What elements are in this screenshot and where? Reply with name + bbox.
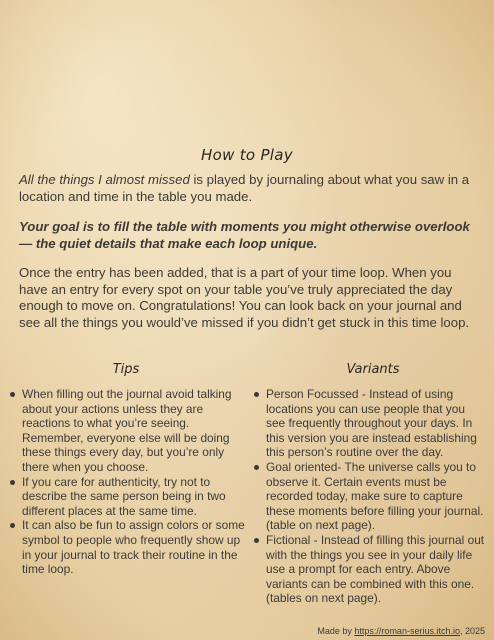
game-name: All the things I almost missed	[19, 172, 190, 187]
intro-text: is played by journaling about what you saw in a location and time in the table you made.	[19, 172, 470, 204]
credit-prefix: Made by	[317, 626, 355, 636]
variant-item	[253, 387, 485, 460]
goal-paragraph: Your goal is to fill the table with moments you might otherwise overlook — the quiet details that make each loop unique.	[19, 219, 470, 251]
author-link[interactable]: https://roman-serius.itch.io	[354, 626, 460, 636]
tip-text: If you care for authenticity, try not to describe the same person being in two different places at the same time.	[22, 474, 226, 518]
tip-text: It can also be fun to assign colors or some symbol to people who frequently show up in your journal to track their routine in the time loop.	[22, 518, 245, 577]
bullet-icon	[254, 538, 259, 543]
credit-footer	[317, 626, 485, 636]
variant-text: Fictional - Instead of filling this journal out with the things you see in your daily life use a prompt for each entry. Above variants can be combined with this one. (tables on next page).	[266, 532, 485, 606]
variants-list	[253, 387, 485, 606]
time-loop-paragraph: Once the entry has been added, that is a part of your time loop. When you have an entry for every spot on your table you’ve truly appreciated the day enough to move on. Congratulations! You can look back on your journal and see all the things you would’ve missed if you didn’t get stuck in this time loop.	[19, 265, 470, 330]
intro-paragraph	[19, 172, 479, 205]
variant-text: Person Focussed - Instead of using locations you can use people that you see frequently throughout your days. In this version you are instead establishing this person’s routine over the day.	[266, 387, 477, 460]
tip-item	[9, 518, 249, 576]
tips-heading: Tips	[112, 362, 140, 377]
tips-list	[9, 387, 249, 577]
tip-text: When filling out the journal avoid talking about your actions unless they are reactions to what you’re seeing. Remember, everyone else will be doing these things every day, but you’re only there when you choose.	[22, 387, 232, 474]
variant-text: Goal oriented- The universe calls you to observe it. Certain events must be recorded today, make sure to capture these moments before filling your journal. (table on next page).	[266, 459, 484, 533]
tip-item	[9, 475, 249, 519]
bullet-icon	[254, 392, 259, 397]
bullet-icon	[10, 523, 15, 528]
variant-item	[253, 460, 485, 533]
bullet-icon	[10, 392, 15, 397]
bullet-icon	[254, 465, 259, 470]
bullet-icon	[10, 480, 15, 485]
credit-year: , 2025	[459, 626, 485, 636]
tip-item	[9, 387, 249, 475]
page-title: How to Play	[201, 146, 293, 164]
variants-heading: Variants	[346, 362, 400, 377]
variant-item	[253, 533, 485, 606]
